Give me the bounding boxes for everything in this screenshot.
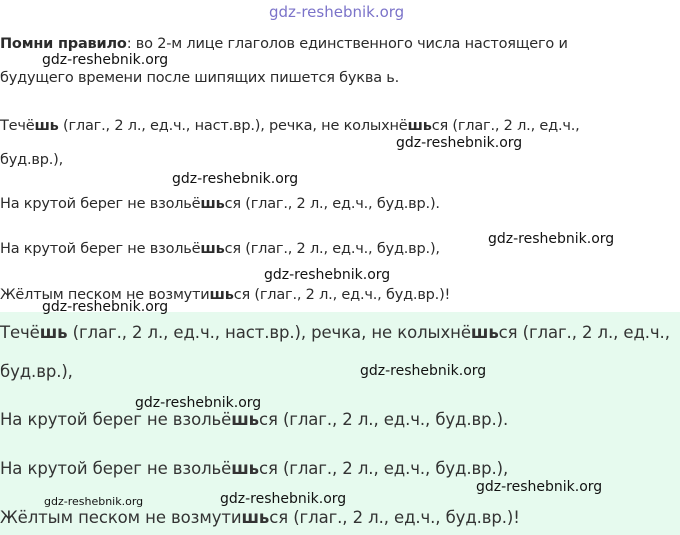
watermark: gdz-reshebnik.org (264, 267, 391, 283)
answer-line-2: буд.вр.), (0, 152, 63, 168)
watermark: gdz-reshebnik.org (172, 171, 299, 187)
text-part: (глаг., 2 л., ед.ч., буд.вр.)! (288, 508, 520, 527)
text-part: ся (258, 410, 278, 429)
text-part: На крутой берег не взольё (0, 459, 232, 478)
answer-big-line-1 (0, 323, 670, 342)
answer-line-1 (0, 118, 580, 134)
answer-big-line-2: буд.вр.), (0, 362, 73, 381)
text-part: ся (224, 241, 241, 257)
watermark: gdz-reshebnik.org (135, 395, 262, 411)
watermark: gdz-reshebnik.org (42, 52, 169, 68)
text-part: Жёлтым песком не возмути (0, 508, 242, 527)
text-part: (глаг., 2 л., ед.ч., буд.вр.), (240, 241, 440, 257)
rule-label: Помни правило (0, 36, 127, 52)
highlight-ending: шь (231, 410, 259, 429)
text-part: ся (258, 459, 278, 478)
text-part: (глаг., 2 л., ед.ч., буд.вр.). (240, 196, 440, 212)
highlight-ending: шь (231, 459, 259, 478)
watermark: gdz-reshebnik.org (360, 363, 487, 379)
watermark: gdz-reshebnik.org (42, 299, 169, 315)
text-part: ся (431, 118, 448, 134)
text-part: ся (498, 323, 518, 342)
watermark-top: gdz-reshebnik.org (269, 3, 405, 21)
text-part: ся (233, 287, 250, 303)
answer-line-3 (0, 196, 440, 212)
rule-text-1: : во 2-м лице глаголов единственного числа настоящего и (126, 36, 568, 52)
highlight-ending: шь (39, 323, 68, 342)
answer-line-4 (0, 241, 440, 257)
rule-line-1 (0, 36, 568, 52)
watermark: gdz-reshebnik.org (476, 479, 603, 495)
answer-big-line-3 (0, 410, 508, 429)
word-part: Течё (0, 118, 35, 134)
text-part: (глаг., 2 л., ед.ч., наст.вр.), речка, не колыхнё (58, 118, 408, 134)
watermark: gdz-reshebnik.org (396, 135, 523, 151)
text-part: Жёлтым песком не возмути (0, 287, 210, 303)
highlight-ending: шь (407, 118, 432, 134)
text-part: (глаг., 2 л., ед.ч., буд.вр.)! (250, 287, 451, 303)
text-part: На крутой берег не взольё (0, 410, 232, 429)
text-part: ся (224, 196, 241, 212)
watermark: gdz-reshebnik.org (488, 231, 615, 247)
text-part: На крутой берег не взольё (0, 241, 201, 257)
answer-big-line-5 (0, 508, 520, 527)
text-part: (глаг., 2 л., ед.ч., (517, 323, 670, 342)
watermark-small: gdz-reshebnik.org (44, 495, 144, 508)
highlight-ending: шь (200, 241, 225, 257)
text-part: Течё (0, 323, 40, 342)
text-part: (глаг., 2 л., ед.ч., буд.вр.), (277, 459, 509, 478)
text-part: (глаг., 2 л., ед.ч., буд.вр.). (277, 410, 509, 429)
highlight-ending: шь (241, 508, 270, 527)
text-part: На крутой берег не взольё (0, 196, 201, 212)
highlight-ending: шь (209, 287, 234, 303)
text-part: (глаг., 2 л., ед.ч., наст.вр.), речка, не колыхнё (67, 323, 471, 342)
watermark: gdz-reshebnik.org (220, 491, 347, 507)
highlight-ending: шь (200, 196, 225, 212)
answer-big-line-4 (0, 459, 508, 478)
rule-line-2: будущего времени после шипящих пишется буква ь. (0, 70, 400, 86)
highlight-ending: шь (34, 118, 59, 134)
highlight-ending: шь (470, 323, 499, 342)
text-part: ся (269, 508, 289, 527)
text-part: (глаг., 2 л., ед.ч., (448, 118, 580, 134)
